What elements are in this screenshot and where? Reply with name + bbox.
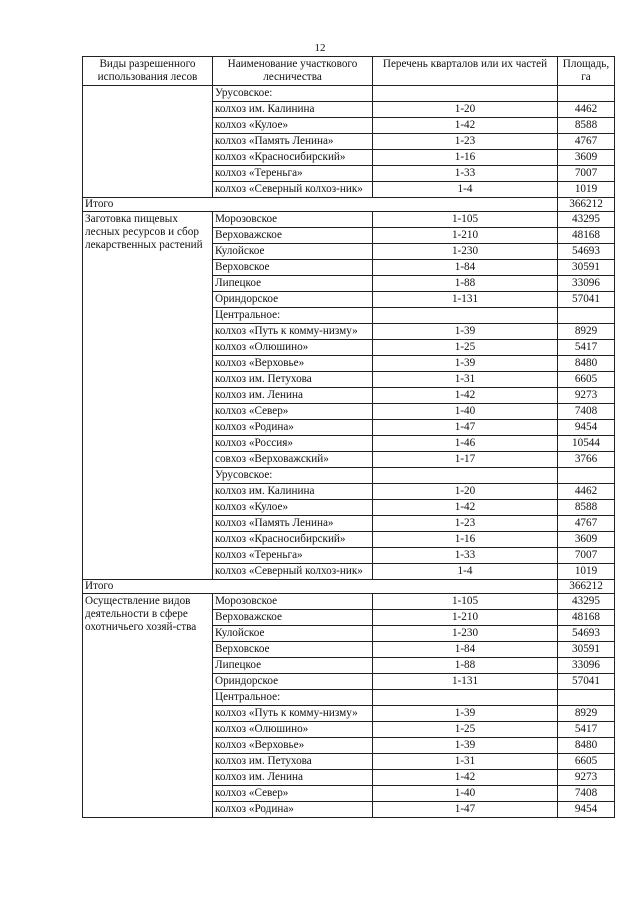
area-cell: 7408 — [558, 404, 615, 420]
area-cell: 10544 — [558, 436, 615, 452]
forestry-name: колхоз им. Калинина — [213, 102, 373, 118]
quarters-cell: 1-40 — [373, 404, 558, 420]
use-type-cell: Заготовка пищевых лесных ресурсов и сбор лекарственных растений — [83, 212, 213, 580]
quarters-cell: 1-25 — [373, 340, 558, 356]
quarters-cell: 1-25 — [373, 722, 558, 738]
forestry-name: Верховажское — [213, 228, 373, 244]
quarters-cell: 1-4 — [373, 182, 558, 198]
quarters-cell: 1-4 — [373, 564, 558, 580]
quarters-cell: 1-230 — [373, 626, 558, 642]
quarters-cell: 1-39 — [373, 706, 558, 722]
forestry-name: колхоз «Путь к комму-низму» — [213, 706, 373, 722]
area-cell — [558, 468, 615, 484]
quarters-cell: 1-84 — [373, 260, 558, 276]
quarters-cell: 1-33 — [373, 166, 558, 182]
forestry-name: колхоз им. Калинина — [213, 484, 373, 500]
table-header-row — [83, 57, 615, 86]
area-cell: 9454 — [558, 802, 615, 818]
quarters-cell: 1-105 — [373, 594, 558, 610]
forestry-name: Морозовское — [213, 212, 373, 228]
quarters-cell: 1-31 — [373, 372, 558, 388]
quarters-cell: 1-39 — [373, 356, 558, 372]
quarters-cell: 1-16 — [373, 150, 558, 166]
quarters-cell: 1-131 — [373, 674, 558, 690]
quarters-cell: 1-210 — [373, 228, 558, 244]
table-row — [83, 198, 615, 212]
quarters-cell: 1-16 — [373, 532, 558, 548]
forestry-name: колхоз «Путь к комму-низму» — [213, 324, 373, 340]
forestry-name: Морозовское — [213, 594, 373, 610]
quarters-cell: 1-31 — [373, 754, 558, 770]
forestry-name: колхоз «Север» — [213, 404, 373, 420]
quarters-cell: 1-33 — [373, 548, 558, 564]
area-cell: 3609 — [558, 532, 615, 548]
area-cell: 7408 — [558, 786, 615, 802]
quarters-cell: 1-88 — [373, 276, 558, 292]
quarters-cell: 1-39 — [373, 324, 558, 340]
district-name: Центральное: — [213, 308, 373, 324]
area-cell: 6605 — [558, 372, 615, 388]
table-row — [83, 594, 615, 610]
forestry-name: колхоз «Красносибирский» — [213, 150, 373, 166]
area-cell — [558, 690, 615, 706]
area-cell: 48168 — [558, 228, 615, 244]
area-cell: 57041 — [558, 674, 615, 690]
quarters-cell: 1-42 — [373, 770, 558, 786]
area-cell: 8929 — [558, 706, 615, 722]
forestry-name: Липецкое — [213, 276, 373, 292]
area-cell: 4462 — [558, 484, 615, 500]
area-cell: 1019 — [558, 564, 615, 580]
quarters-cell: 1-42 — [373, 118, 558, 134]
area-cell: 4462 — [558, 102, 615, 118]
forestry-name: колхоз «Память Ленина» — [213, 134, 373, 150]
quarters-cell: 1-230 — [373, 244, 558, 260]
header-type: Виды разрешенного использования лесов — [83, 57, 213, 86]
total-value: 366212 — [558, 580, 615, 594]
quarters-cell: 1-23 — [373, 516, 558, 532]
forestry-name: Ориндорское — [213, 674, 373, 690]
quarters-cell: 1-105 — [373, 212, 558, 228]
forestry-name: Верховское — [213, 642, 373, 658]
area-cell: 3609 — [558, 150, 615, 166]
district-name: Центральное: — [213, 690, 373, 706]
area-cell: 30591 — [558, 642, 615, 658]
area-cell: 30591 — [558, 260, 615, 276]
area-cell: 33096 — [558, 276, 615, 292]
quarters-cell: 1-20 — [373, 484, 558, 500]
area-cell: 1019 — [558, 182, 615, 198]
forestry-name: Липецкое — [213, 658, 373, 674]
forestry-name: колхоз «Красносибирский» — [213, 532, 373, 548]
area-cell: 57041 — [558, 292, 615, 308]
forestry-name: совхоз «Верховажский» — [213, 452, 373, 468]
district-name: Урусовское: — [213, 468, 373, 484]
forestry-name: колхоз им. Петухова — [213, 372, 373, 388]
forestry-name: колхоз «Россия» — [213, 436, 373, 452]
forestry-name: Верховское — [213, 260, 373, 276]
area-cell: 7007 — [558, 548, 615, 564]
area-cell: 8480 — [558, 356, 615, 372]
area-cell: 8588 — [558, 118, 615, 134]
quarters-cell: 1-84 — [373, 642, 558, 658]
area-cell — [558, 308, 615, 324]
quarters-cell: 1-17 — [373, 452, 558, 468]
forestry-name: колхоз им. Петухова — [213, 754, 373, 770]
area-cell: 8929 — [558, 324, 615, 340]
header-quarters: Перечень кварталов или их частей — [373, 57, 558, 86]
quarters-cell: 1-88 — [373, 658, 558, 674]
total-label: Итого — [83, 198, 558, 212]
forest-use-table — [82, 56, 615, 818]
use-type-cell: Осуществление видов деятельности в сфере охотничьего хозяй-ства — [83, 594, 213, 818]
header-area: Площадь, га — [558, 57, 615, 86]
area-cell: 9454 — [558, 420, 615, 436]
total-value: 366212 — [558, 198, 615, 212]
quarters-cell: 1-23 — [373, 134, 558, 150]
area-cell — [558, 86, 615, 102]
forestry-name: колхоз «Родина» — [213, 802, 373, 818]
use-type-cell — [83, 86, 213, 198]
table-row — [83, 580, 615, 594]
forestry-name: колхоз «Верховье» — [213, 738, 373, 754]
forestry-name: Кулойское — [213, 626, 373, 642]
area-cell: 5417 — [558, 340, 615, 356]
forestry-name: колхоз «Память Ленина» — [213, 516, 373, 532]
forestry-name: колхоз «Тереньга» — [213, 548, 373, 564]
quarters-cell: 1-40 — [373, 786, 558, 802]
area-cell: 4767 — [558, 134, 615, 150]
quarters-cell — [373, 690, 558, 706]
area-cell: 33096 — [558, 658, 615, 674]
quarters-cell: 1-39 — [373, 738, 558, 754]
area-cell: 54693 — [558, 244, 615, 260]
quarters-cell: 1-131 — [373, 292, 558, 308]
forestry-name: Кулойское — [213, 244, 373, 260]
quarters-cell: 1-42 — [373, 388, 558, 404]
area-cell: 9273 — [558, 388, 615, 404]
forestry-name: колхоз «Тереньга» — [213, 166, 373, 182]
area-cell: 54693 — [558, 626, 615, 642]
header-forestry: Наименование участкового лесничества — [213, 57, 373, 86]
area-cell: 43295 — [558, 594, 615, 610]
quarters-cell: 1-46 — [373, 436, 558, 452]
forestry-name: колхоз «Кулое» — [213, 500, 373, 516]
quarters-cell — [373, 468, 558, 484]
area-cell: 7007 — [558, 166, 615, 182]
forestry-name: колхоз «Кулое» — [213, 118, 373, 134]
area-cell: 43295 — [558, 212, 615, 228]
area-cell: 9273 — [558, 770, 615, 786]
forestry-name: колхоз «Северный колхоз-ник» — [213, 564, 373, 580]
quarters-cell: 1-20 — [373, 102, 558, 118]
forestry-name: колхоз им. Ленина — [213, 388, 373, 404]
forestry-name: колхоз «Северный колхоз-ник» — [213, 182, 373, 198]
area-cell: 4767 — [558, 516, 615, 532]
area-cell: 8588 — [558, 500, 615, 516]
district-name: Урусовское: — [213, 86, 373, 102]
forestry-name: колхоз «Север» — [213, 786, 373, 802]
table-row — [83, 86, 615, 102]
area-cell: 48168 — [558, 610, 615, 626]
area-cell: 6605 — [558, 754, 615, 770]
forestry-name: колхоз «Олюшино» — [213, 722, 373, 738]
area-cell: 5417 — [558, 722, 615, 738]
quarters-cell: 1-47 — [373, 420, 558, 436]
area-cell: 8480 — [558, 738, 615, 754]
quarters-cell: 1-47 — [373, 802, 558, 818]
total-label: Итого — [83, 580, 558, 594]
area-cell: 3766 — [558, 452, 615, 468]
quarters-cell: 1-42 — [373, 500, 558, 516]
forestry-name: колхоз «Олюшино» — [213, 340, 373, 356]
table-body — [83, 86, 615, 818]
quarters-cell: 1-210 — [373, 610, 558, 626]
quarters-cell — [373, 308, 558, 324]
forestry-name: колхоз «Верховье» — [213, 356, 373, 372]
forestry-name: колхоз им. Ленина — [213, 770, 373, 786]
forestry-name: колхоз «Родина» — [213, 420, 373, 436]
forestry-name: Ориндорское — [213, 292, 373, 308]
page-number: 12 — [314, 42, 326, 54]
forestry-name: Верховажское — [213, 610, 373, 626]
quarters-cell — [373, 86, 558, 102]
table-row — [83, 212, 615, 228]
